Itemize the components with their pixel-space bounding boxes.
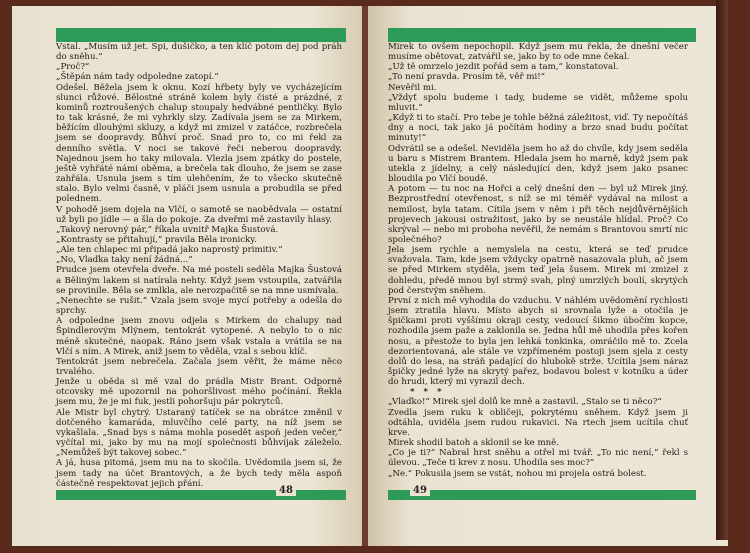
paragraph: Nevěřil mi. xyxy=(388,82,437,93)
paragraph: „Nenechte se rušit.“ Vzala jsem svoje mycí potřeby a odešla do sprchy. xyxy=(56,295,342,317)
paragraph: „Ale ten chlapec mi připadá jako naprostý primitiv.“ xyxy=(56,245,283,256)
paragraph: Jela jsem rychle a nemyslela na cestu, která se teď prudce svažovala. Tam, kde jsem vždycky opatrně nasazovala pluh, ač jsem se před Mirkem styděla, jsem teď jela šusem. Mirek mi zmizel z dohledu, předě mnou byl strmý svah, plný umrzlých boulí, skrytých pod čerstvým sněhem. xyxy=(388,245,688,296)
paragraph: Jenže u oběda si mě vzal do prádla Mistr Brant. Odporně otcovsky mě upozornil na pohoršlivost mého počínání. Řekla jsem mu, že je mi fuk, jestli pohoršuju pár pokrytců. xyxy=(56,377,342,408)
paragraph: Odešel. Běžela jsem k oknu. Kozí hřbety byly ve vycházejícím slunci růžové. Bělostné stráně kolem byly čisté a prázdné, z kominů roztroušených chalup stoupaly hedvábné pentličky. Bylo to tak krásné, že mi vyhrkly slzy. Zadívala jsem se za Mirkem, běžícím dlouhými skluzy, a když mi zmizel v zatáčce, rozbrečela jsem se doopravdy. Bůhví proč. Snad pro to, co mi řekl za denního světla. V noci se takové řeči neberou doopravdy. Najednou jsem ho taky milovala. Vlezla jsem zpátky do postele, ještě vyhřáté námi oběma, a brečela tak dlouho, že jsem se zase zahřála. Usnula jsem s tím ulehčením, že to všecko skutečně stalo. Bylo velmi časně, v pláči jsem usnula a probudila se před polednem. xyxy=(56,82,342,205)
paragraph: Odvrátil se a odešel. Neviděla jsem ho až do chvíle, kdy jsem seděla u baru s Mistrem Brantem. Hledala jsem ho marně, když jsem pak utekla z jídelny, a celý následující den, když jsem jako psanec bloudila po Vlčí boudě. xyxy=(388,143,688,185)
left-page-text xyxy=(56,42,342,489)
paragraph: „Kontrasty se přitahují,“ pravila Běla ironicky. xyxy=(56,234,257,245)
paragraph: Mirek to ovšem nepochopil. Když jsem mu řekla, že dnešní večer musíme obětovat, zatvářil se, jako by to ode mne čekal. xyxy=(388,42,688,63)
left-page xyxy=(12,6,362,546)
bottom-rule xyxy=(56,490,346,500)
paragraph: Vstal. „Musím už jet. Spi, dušičko, a ten klíč potom dej pod práh do sněhu.“ xyxy=(56,42,342,63)
paragraph: A já, husa pitomá, jsem mu na to skočila. Uvědomila jsem si, že jsem tady na účet Brantových, a že bych tedy měla aspoň částečně respektovat jejich přání. xyxy=(56,458,342,489)
paragraph: „Už tě omrzelo jezdit pořád sem a tam,“ konstatoval. xyxy=(388,62,619,73)
paragraph: „Takový nerovný pár,“ říkala uvnitř Majka Šustová. xyxy=(56,224,279,235)
right-page xyxy=(368,6,728,546)
paragraph: „To není pravda. Prosím tě, věř mi!“ xyxy=(388,72,546,83)
paragraph: „Vlaďko!“ Mirek sjel dolů ke mně a zastavil. „Stalo se ti něco?“ xyxy=(388,397,662,408)
paragraph: A odpoledne jsem znovu odjela s Mirkem do chalupy nad Špindlerovým Mlýnem, tentokrát vytopené. A nebylo to o nic méně skutečné, naopak. Ráno jsem však vstala a vrátila se na Vlčí s ním. A Mirek, aniž jsem to věděla, vzal s sebou klíč. xyxy=(56,316,342,357)
paragraph: „Vždyť spolu budeme i tady, budeme se vidět, můžeme spolu mluvit.“ xyxy=(388,92,688,113)
book-spread xyxy=(12,6,728,546)
paragraph: „Když ti to stačí. Pro tebe je tohle běžná záležitost, viď. Ty nepočítáš dny a noci, tak jako já počítám hodiny a brzo snad budu počítat minuty!“ xyxy=(388,113,688,144)
paragraph: Prudce jsem otevřela dveře. Na mé posteli seděla Majka Šustová a Běliným lakem si natírala nehty. Když jsem vstoupila, zatvářila se provinile. Běla se zmlkla, ale nerozpačitě se na mne usmívala. xyxy=(56,265,342,296)
paragraph: „Co je ti?“ Nabral hrst sněhu a otřel mi tvář. „To nic není,“ řekl s úlevou. „Teče ti krev z nosu. Uhodila ses moc?“ xyxy=(388,448,688,469)
top-rule xyxy=(56,28,346,42)
book-cover-edge xyxy=(716,0,728,540)
paragraph: „Proč?“ xyxy=(56,62,90,73)
paragraph: Zvedla jsem ruku k obličeji, pokrytému sněhem. Když jsem ji odtáhla, uviděla jsem rudou rukavici. Na rtech jsem ucítila chuť krve. xyxy=(388,407,688,438)
top-rule xyxy=(388,28,696,42)
paragraph: „Štěpán nám tady odpoledne zatopí.“ xyxy=(56,72,219,83)
page-number: 49 xyxy=(410,485,430,496)
section-separator: * * * xyxy=(410,387,445,398)
paragraph: V pohodě jsem dojela na Vlčí, o samotě se naobědvala — ostatní už byli po jídle — a šla do pokoje. Za dveřmi mě zastavily hlasy. xyxy=(56,204,342,225)
bottom-rule xyxy=(388,490,696,500)
right-page-text xyxy=(388,42,688,479)
paragraph: Ale Mistr byl chytrý. Ustaraný tatíček se na obrátce změnil v dotčeného kamaráda, mluvčího celé party, na níž jsem se vykašlala. „Snad bys s náma mohla posedět aspoň jeden večer,“ vyčítal mi, jako by mu na mojí společnosti bůhvíjak záleželo. „Nemůžeš být takovej sobec.“ xyxy=(56,407,342,459)
paragraph: První z nich mě vyhodila do vzduchu. V náhlém uvědomění rychlosti jsem ztratila hlavu. Místo abych si srovnala lyže a otočila je špičkami proti vyššímu okraji cesty, vedoucí šikmo úbočím kopce, rozhodila jsem paže a zaklonila se. Jedna hůl mě uhodila přes kořen nosu, a přestože to byla jen lehká tonkinka, omráčilo mě to. Zcela dezorientovaná, ale stále ve vzpřímeném postoji jsem sjela z cesty dolů do lesa, na stráň padající do hlubokě strže. Ucítila jsem náraz špičky jedné lyže na skrytý pařez, bodavou bolest v kotníku a úder do hrudi, který mi vyrazil dech. xyxy=(388,295,688,388)
paragraph: „No, Vlaďka taky není žádná...“ xyxy=(56,255,193,266)
paragraph: Tentokrát jsem nebrečela. Začala jsem věřit, že máme něco trvalého. xyxy=(56,356,342,377)
paragraph: „Ne.“ Pokusila jsem se vstát, nohou mi projela ostrá bolest. xyxy=(388,468,647,479)
page-number: 48 xyxy=(276,485,296,496)
paragraph: A potom — tu noc na Hořci a celý dnešní den — byl už Mirek jiný. Bezprostřední otevřenost, s níž se mi téměř vydával na milost a nemilost, byla tatam. Cítila jsem v něm i při těch nejdůvěrnějších projevech jakousi ostražitost, jako by se neustále hlídal. Proč? Co skrýval — nebo mi proboha nevěřil, že nemám s Brantovou smrtí nic společného? xyxy=(388,184,688,245)
paragraph: Mirek shodil batoh a sklonil se ke mně. xyxy=(388,438,559,449)
